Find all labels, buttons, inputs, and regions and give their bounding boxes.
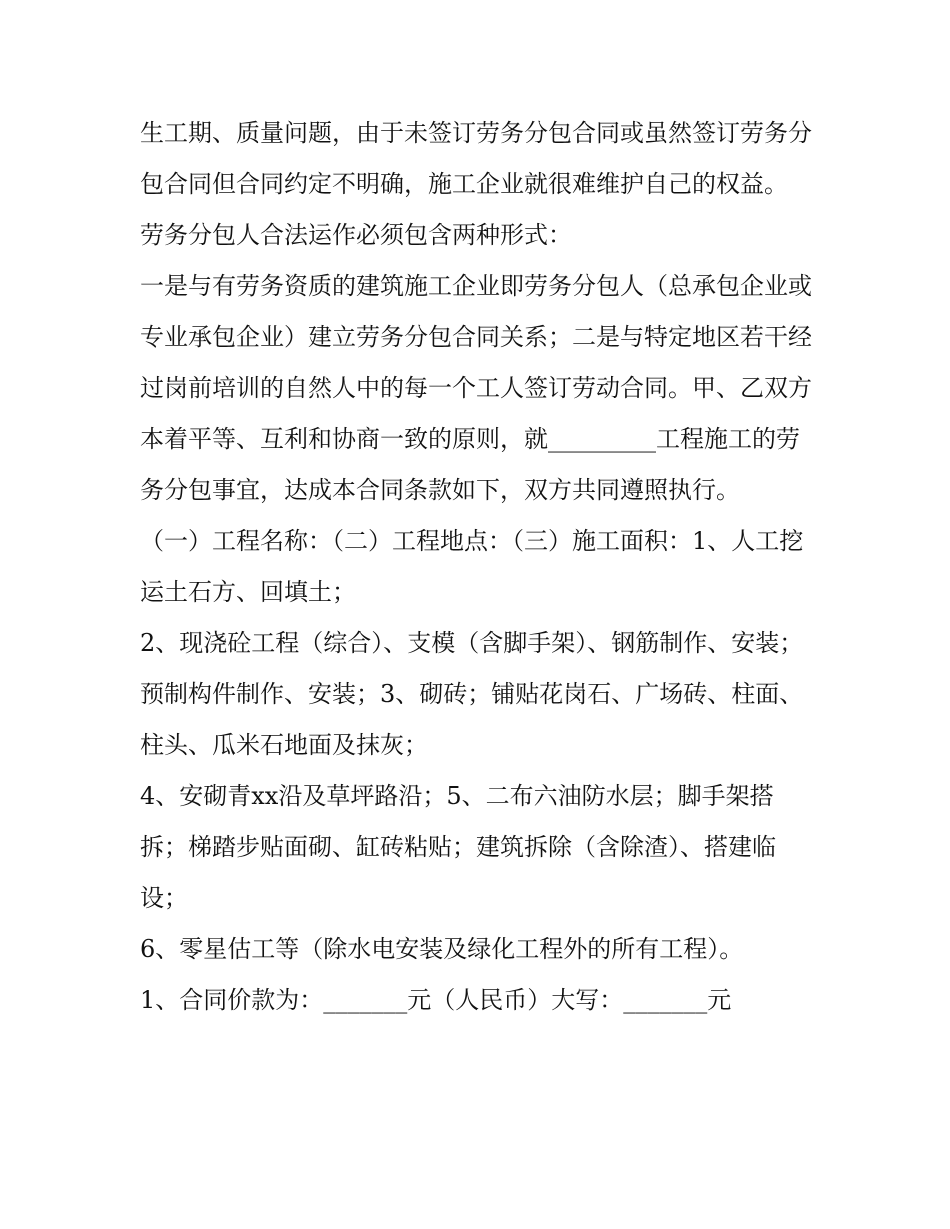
paragraph-item-4: 4、安砌青xx沿及草坪路沿；5、二布六油防水层；脚手架搭拆；梯踏步贴面砌、缸砖粘贴；建筑拆除（含除渣）、搭建临设； (140, 782, 776, 912)
paragraph-two-forms-heading: 劳务分包人合法运作必须包含两种形式： (140, 221, 572, 249)
paragraph-project-info: （一）工程名称：（二）工程地点：（三）施工面积：1、人工挖运土石方、回填土； (140, 527, 804, 606)
paragraph-quality-issues: 生工期、质量问题，由于未签订劳务分包合同或虽然签订劳务分包合同但合同约定不明确，施工企业就很难维护自己的权益。 (140, 119, 812, 198)
paragraph-two-forms-detail: 一是与有劳务资质的建筑施工企业即劳务分包人（总承包企业或专业承包企业）建立劳务分包合同关系；二是与特定地区若干经过岗前培训的自然人中的每一个工人签订劳动合同。甲、乙双方本着平等、互利和协商一致的原则，就_________工程施工的劳务分包事宜，达成本合同条款如下，双方共同遵照执行。 (140, 272, 812, 504)
paragraph-item-6: 6、零星估工等（除水电安装及绿化工程外的所有工程）。 (140, 935, 744, 963)
paragraph-contract-price: 1、合同价款为：_______元（人民币）大写：_______元 (140, 986, 732, 1014)
document-body (140, 108, 820, 1026)
paragraph-item-2: 2、现浇砼工程（综合）、支模（含脚手架）、钢筋制作、安装；预制构件制作、安装；3、砌砖；铺贴花岗石、广场砖、柱面、柱头、瓜米石地面及抹灰； (140, 629, 804, 759)
